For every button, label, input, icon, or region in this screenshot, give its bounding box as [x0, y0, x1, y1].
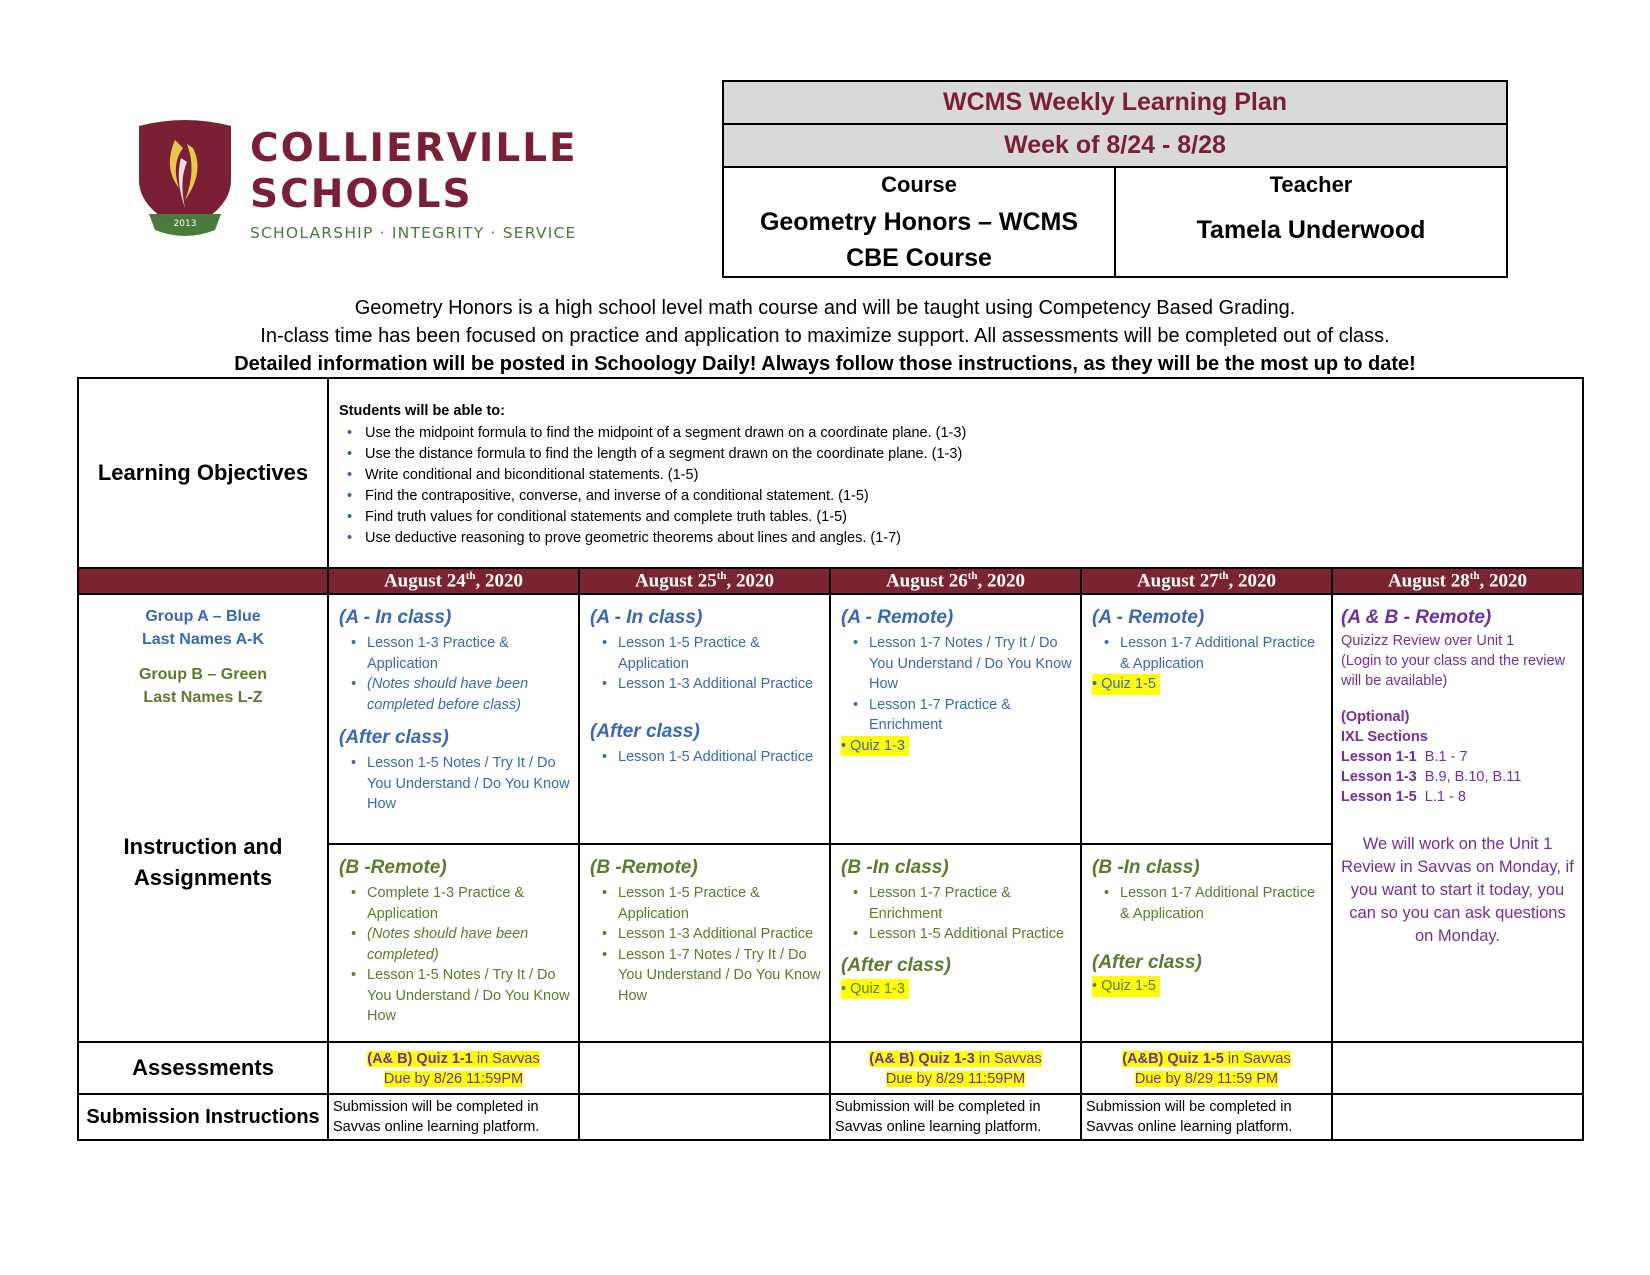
day-header-wed: August 26th, 2020 [830, 568, 1081, 594]
intro-line3: Detailed information will be posted in Schoology Daily! Always follow those instructions, as they will be the most up to date! [234, 353, 1416, 375]
course-cell [723, 167, 1115, 277]
tue-b-item: • Lesson 1-7 Notes / Try It / Do You Understand / Do You Know How [608, 945, 821, 1007]
intro-line1: Geometry Honors is a high school level math course and will be taught using Competency Based Grading. [354, 297, 1296, 319]
thu-a-head: (A - Remote) [1092, 607, 1205, 628]
mon-group-a [328, 594, 579, 844]
group-a-line2: Last Names A-K [141, 631, 265, 648]
instruction-label-line1: Instruction and [123, 834, 283, 859]
objectives-cell [328, 378, 1583, 568]
thu-group-a [1081, 594, 1332, 844]
group-cell [78, 594, 328, 1042]
weekly-plan-table [77, 377, 1584, 1141]
tue-group-a [579, 594, 830, 844]
day-header-mon: August 24th, 2020 [328, 568, 579, 594]
tue-a-head: (A - In class) [590, 607, 703, 628]
objective-item: • Find the contrapositive, converse, and inverse of a conditional statement. (1-5) [357, 486, 1572, 507]
course-label: Course [881, 172, 957, 197]
mon-submission: Submission will be completed in Savvas online learning platform. [328, 1094, 579, 1140]
teacher-name: Tamela Underwood [1196, 216, 1426, 244]
fri-lesson-value: B.9, B.10, B.11 [1416, 769, 1522, 785]
fri-head: (A & B - Remote) [1341, 607, 1492, 628]
wed-b-item: • Lesson 1-7 Practice & Enrichment [859, 883, 1072, 924]
wed-assessment: (A& B) Quiz 1-3 in Savvas Due by 8/29 11:59PM [830, 1042, 1081, 1094]
group-b-line2: Last Names L-Z [143, 689, 263, 706]
header-table [722, 80, 1508, 278]
teacher-cell [1115, 167, 1507, 277]
wed-b-item: • Lesson 1-5 Additional Practice [859, 924, 1072, 945]
thu-b-quiz: • Quiz 1-5 [1092, 976, 1160, 997]
wed-a-item: • Lesson 1-7 Notes / Try It / Do You Understand / Do You Know How [859, 633, 1072, 695]
logo-year: 2013 [173, 219, 197, 229]
objective-item: • Use the midpoint formula to find the midpoint of a segment drawn on a coordinate plane. (1-3) [357, 423, 1572, 444]
thu-group-b [1081, 844, 1332, 1042]
mon-assessment: (A& B) Quiz 1-1 in Savvas Due by 8/26 11:59PM [328, 1042, 579, 1094]
thu-b-after: (After class) [1092, 952, 1202, 973]
wed-group-b [830, 844, 1081, 1042]
mon-b-head: (B -Remote) [339, 857, 447, 878]
fri-lesson-value: L.1 - 8 [1416, 789, 1466, 805]
mon-a-item: • Lesson 1-3 Practice & Application [357, 633, 570, 674]
group-b-line1: Group B – Green [138, 666, 268, 683]
course-name-line1: Geometry Honors – WCMS [759, 208, 1079, 236]
fri-lesson-label: Lesson 1-3 [1341, 769, 1417, 785]
shield-icon [135, 118, 235, 240]
week-range: Week of 8/24 - 8/28 [723, 124, 1507, 167]
wed-b-after: (After class) [841, 954, 951, 976]
fri-lesson-value: B.1 - 7 [1416, 749, 1468, 765]
fri-optional: (Optional) [1341, 709, 1410, 725]
fri-submission [1332, 1094, 1583, 1140]
plan-title: WCMS Weekly Learning Plan [723, 81, 1507, 124]
logo-line2: SCHOOLS [250, 172, 473, 217]
thu-b-item: • Lesson 1-7 Additional Practice & Application [1110, 883, 1323, 924]
tue-a-after: (After class) [590, 720, 700, 742]
thu-submission: Submission will be completed in Savvas online learning platform. [1081, 1094, 1332, 1140]
mon-a-after: (After class) [339, 727, 449, 748]
assessments-label: Assessments [78, 1042, 328, 1094]
thu-b-head: (B -In class) [1092, 857, 1200, 878]
fri-assessment [1332, 1042, 1583, 1094]
logo-line1: COLLIERVILLE [250, 126, 578, 171]
tue-a-item: • Lesson 1-5 Additional Practice [608, 747, 821, 768]
wed-a-quiz: • Quiz 1-3 [841, 736, 909, 757]
wed-submission: Submission will be completed in Savvas online learning platform. [830, 1094, 1081, 1140]
mon-group-b [328, 844, 579, 1042]
mon-b-item: • Lesson 1-5 Notes / Try It / Do You Understand / Do You Know How [357, 965, 570, 1027]
tue-b-head: (B -Remote) [590, 857, 698, 878]
course-name-line2: CBE Course [846, 244, 992, 272]
fri-lesson-label: Lesson 1-5 [1341, 789, 1417, 805]
collierville-logo [135, 118, 578, 248]
fri-line2: (Login to your class and the review will be available) [1341, 653, 1566, 689]
mon-b-note: (Notes should have been completed) [367, 926, 529, 963]
fri-lesson-label: Lesson 1-1 [1341, 749, 1417, 765]
intro-line2: In-class time has been focused on practice and application to maximize support. All assessments will be completed out of class. [260, 325, 1390, 347]
tue-submission [579, 1094, 830, 1140]
thu-assessment: (A&B) Quiz 1-5 in Savvas Due by 8/29 11:59 PM [1081, 1042, 1332, 1094]
fri-cell [1332, 594, 1583, 1042]
mon-a-note: (Notes should have been completed before class) [367, 676, 529, 713]
objective-item: • Find truth values for conditional statements and complete truth tables. (1-5) [357, 507, 1572, 528]
tue-assessment [579, 1042, 830, 1094]
submission-label: Submission Instructions [78, 1094, 328, 1140]
wed-group-a [830, 594, 1081, 844]
objective-item: • Use the distance formula to find the length of a segment drawn on the coordinate plane. (1-3) [357, 444, 1572, 465]
day-header-blank [78, 568, 328, 594]
fri-note: We will work on the Unit 1 Review in Savvas on Monday, if you want to start it today, you can so you can ask questions on Monday. [1341, 835, 1574, 945]
objective-item: • Use deductive reasoning to prove geometric theorems about lines and angles. (1-7) [357, 528, 1572, 549]
mon-a-head: (A - In class) [339, 607, 452, 628]
teacher-label: Teacher [1269, 172, 1353, 197]
wed-a-item: • Lesson 1-7 Practice & Enrichment [859, 695, 1072, 736]
fri-ixl: IXL Sections [1341, 729, 1428, 745]
thu-a-quiz: • Quiz 1-5 [1092, 674, 1160, 695]
tue-a-item: • Lesson 1-3 Additional Practice [608, 674, 821, 695]
tue-b-item: • Lesson 1-5 Practice & Application [608, 883, 821, 924]
objective-item: • Write conditional and biconditional statements. (1-5) [357, 465, 1572, 486]
mon-b-item: • Complete 1-3 Practice & Application [357, 883, 570, 924]
objectives-label: Learning Objectives [78, 378, 328, 568]
group-a-line1: Group A – Blue [145, 608, 261, 625]
fri-line1: Quizizz Review over Unit 1 [1341, 633, 1515, 649]
tue-b-item: • Lesson 1-3 Additional Practice [608, 924, 821, 945]
tue-a-item: • Lesson 1-5 Practice & Application [608, 633, 821, 674]
day-header-thu: August 27th, 2020 [1081, 568, 1332, 594]
wed-b-quiz: • Quiz 1-3 [841, 979, 909, 1000]
day-header-tue: August 25th, 2020 [579, 568, 830, 594]
wed-b-head: (B -In class) [841, 857, 949, 878]
mon-a-item: • Lesson 1-5 Notes / Try It / Do You Understand / Do You Know How [357, 753, 570, 815]
intro-text [0, 294, 1650, 378]
day-header-fri: August 28th, 2020 [1332, 568, 1583, 594]
instruction-label-line2: Assignments [133, 865, 273, 890]
logo-tagline: SCHOLARSHIP · INTEGRITY · SERVICE [250, 224, 577, 242]
tue-group-b [579, 844, 830, 1042]
thu-a-item: • Lesson 1-7 Additional Practice & Application [1110, 633, 1323, 674]
wed-a-head: (A - Remote) [841, 607, 954, 628]
objectives-lead: Students will be able to: [339, 403, 505, 419]
